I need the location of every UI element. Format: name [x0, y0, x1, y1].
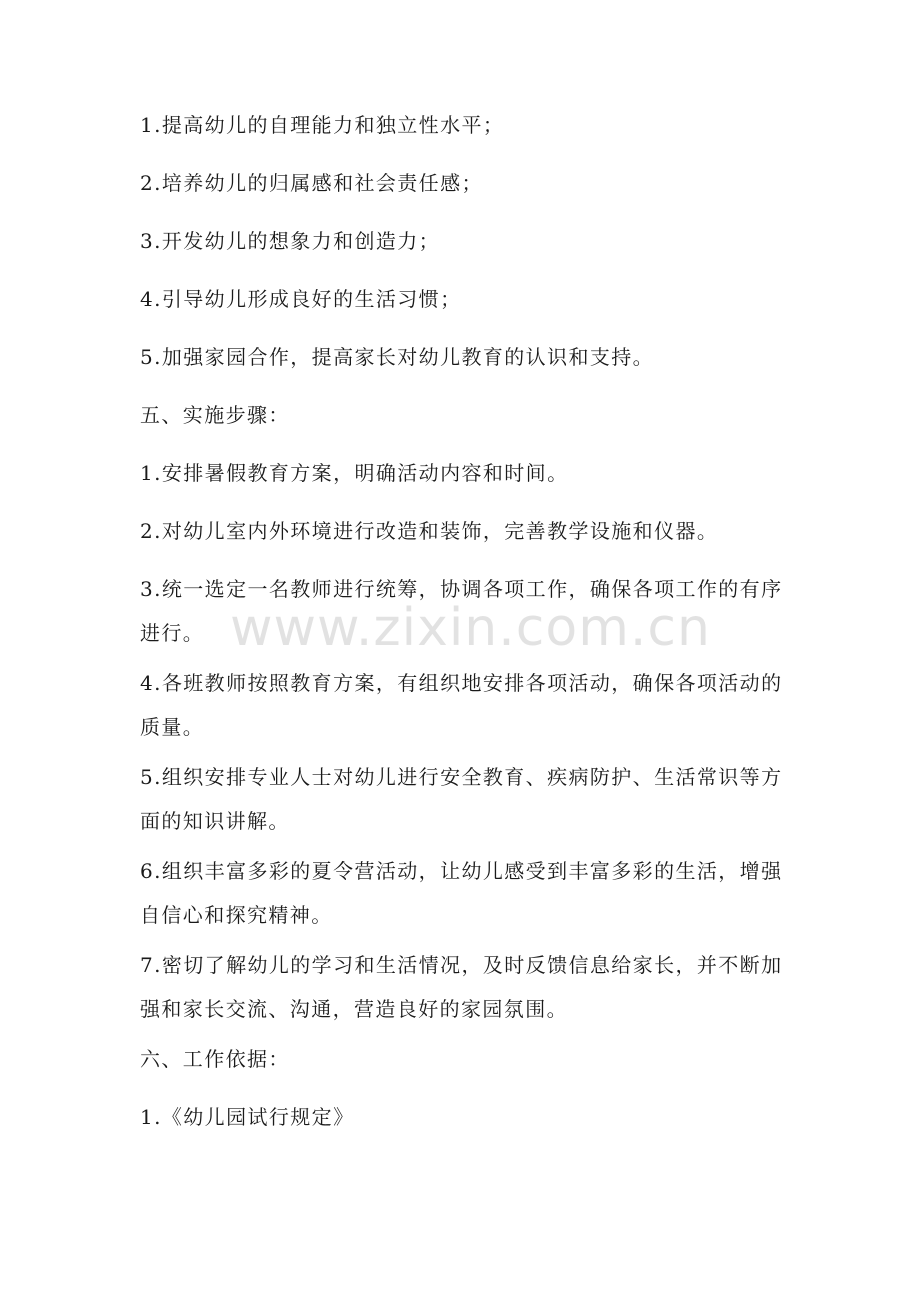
step-item-6: 6.组织丰富多彩的夏令营活动，让幼儿感受到丰富多彩的生活，增强自信心和探究精神。 — [140, 859, 783, 927]
goal-item-2: 2.培养幼儿的归属感和社会责任感； — [140, 171, 483, 195]
step-item-5: 5.组织安排专业人士对幼儿进行安全教育、疾病防护、生活常识等方面的知识讲解。 — [140, 765, 783, 833]
basis-item-1: 1.《幼儿园试行规定》 — [140, 1105, 355, 1129]
step-item-3: 3.统一选定一名教师进行统筹，协调各项工作，确保各项工作的有序进行。 — [140, 577, 783, 645]
goal-item-4: 4.引导幼儿形成良好的生活习惯； — [140, 287, 462, 311]
section-heading-basis: 六、工作依据： — [140, 1047, 290, 1071]
goal-item-3: 3.开发幼儿的想象力和创造力； — [140, 229, 441, 253]
watermark: www.zixin.com.cn — [230, 598, 711, 658]
step-item-2: 2.对幼儿室内外环境进行改造和装饰，完善教学设施和仪器。 — [140, 519, 719, 543]
goal-item-1: 1.提高幼儿的自理能力和独立性水平； — [140, 113, 505, 137]
goal-item-5: 5.加强家园合作，提高家长对幼儿教育的认识和支持。 — [140, 345, 655, 369]
step-item-4: 4.各班教师按照教育方案，有组织地安排各项活动，确保各项活动的质量。 — [140, 671, 783, 739]
section-heading-implementation: 五、实施步骤： — [140, 403, 290, 427]
step-item-1: 1.安排暑假教育方案，明确活动内容和时间。 — [140, 461, 569, 485]
step-item-7: 7.密切了解幼儿的学习和生活情况，及时反馈信息给家长，并不断加强和家长交流、沟通，营造良好的家园氛围。 — [140, 953, 783, 1021]
